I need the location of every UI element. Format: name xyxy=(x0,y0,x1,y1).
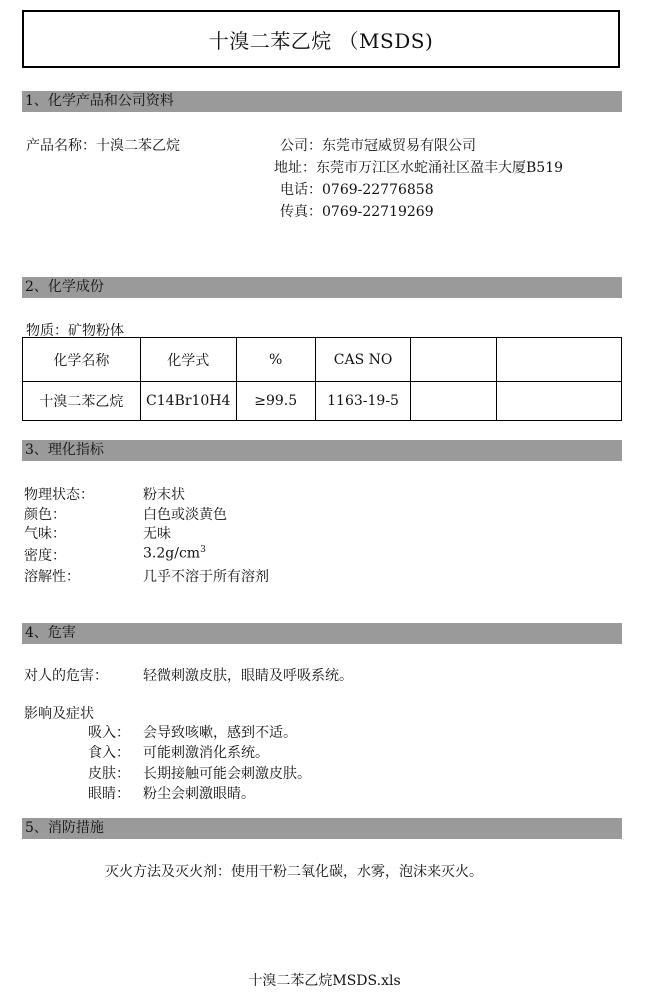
company-name: 公司：东莞市冠威贸易有限公司 xyxy=(280,138,476,154)
cell-cas-no: 1163-19-5 xyxy=(315,382,411,421)
firefighting-text: 灭火方法及灭火剂：使用干粉二氧化碳，水雾，泡沫来灭火。 xyxy=(105,864,483,880)
effect-value-skin: 长期接触可能会刺激皮肤。 xyxy=(143,766,311,782)
table-row xyxy=(23,382,622,421)
section-3-heading: 3、理化指标 xyxy=(22,440,622,461)
density-value: 3.2g/cm xyxy=(143,545,201,562)
header-empty-1 xyxy=(411,338,497,382)
prop-value-color: 白色或淡黄色 xyxy=(143,507,227,523)
prop-value-odor: 无味 xyxy=(143,526,171,542)
document-title: 十溴二苯乙烷 （MSDS) xyxy=(208,28,434,53)
header-formula: 化学式 xyxy=(140,338,236,382)
prop-value-state: 粉末状 xyxy=(143,487,185,503)
section-5-heading: 5、消防措施 xyxy=(22,818,622,839)
prop-label-odor: 气味： xyxy=(24,526,66,542)
effects-label: 影响及症状 xyxy=(24,706,94,722)
prop-label-solubility: 溶解性： xyxy=(24,569,80,585)
prop-label-density: 密度： xyxy=(24,548,66,564)
cell-chemical-name: 十溴二苯乙烷 xyxy=(23,382,141,421)
substance-label: 物质：矿物粉体 xyxy=(26,323,124,339)
effect-value-inhalation: 会导致咳嗽，感到不适。 xyxy=(143,725,297,741)
effect-label-skin: 皮肤： xyxy=(88,766,130,782)
header-percent: % xyxy=(236,338,315,382)
hazard-label: 对人的危害： xyxy=(24,668,108,684)
cell-formula: C14Br10H4 xyxy=(140,382,236,421)
cell-empty-2 xyxy=(497,382,622,421)
section-1-heading: 1、化学产品和公司资料 xyxy=(22,91,622,112)
hazard-value: 轻微刺激皮肤，眼睛及呼吸系统。 xyxy=(143,668,353,684)
effect-label-inhalation: 吸入： xyxy=(88,725,130,741)
section-4-heading: 4、危害 xyxy=(22,623,622,644)
cell-percent: ≥99.5 xyxy=(236,382,315,421)
effect-label-eyes: 眼睛： xyxy=(88,786,130,802)
company-address: 地址：东莞市万江区水蛇涌社区盈丰大厦B519 xyxy=(274,160,564,176)
prop-label-state: 物理状态： xyxy=(24,487,94,503)
effect-value-ingestion: 可能刺激消化系统。 xyxy=(143,745,269,761)
header-cas-no: CAS NO xyxy=(315,338,411,382)
title-box xyxy=(22,10,620,68)
prop-value-density xyxy=(143,545,206,562)
prop-value-solubility: 几乎不溶于所有溶剂 xyxy=(143,569,269,585)
section-2-heading: 2、化学成份 xyxy=(22,277,622,298)
prop-label-color: 颜色： xyxy=(24,507,66,523)
composition-table xyxy=(22,337,622,421)
cell-empty-1 xyxy=(411,382,497,421)
company-fax: 传真：0769-22719269 xyxy=(280,204,434,220)
product-name: 产品名称：十溴二苯乙烷 xyxy=(26,138,180,154)
page-footer: 十溴二苯乙烷MSDS.xls xyxy=(248,973,401,989)
effect-value-eyes: 粉尘会刺激眼睛。 xyxy=(143,786,255,802)
effect-label-ingestion: 食入： xyxy=(88,745,130,761)
density-exponent: 3 xyxy=(200,545,206,555)
company-phone: 电话：0769-22776858 xyxy=(280,182,434,198)
header-empty-2 xyxy=(497,338,622,382)
header-chemical-name: 化学名称 xyxy=(23,338,141,382)
table-header-row xyxy=(23,338,622,382)
